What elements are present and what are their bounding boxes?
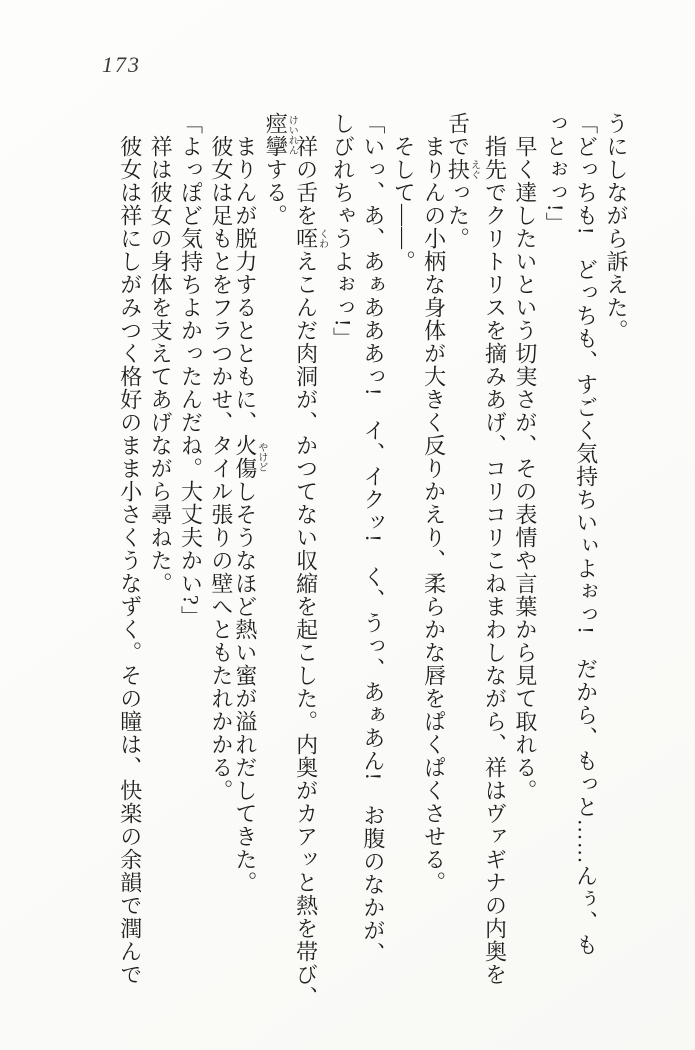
text-line: 指先でクリトリスを摘みあげ、コリコリこねまわしながら、祥はヴァギナの内奥を [482, 135, 508, 986]
furigana-text: けいれん [286, 112, 298, 158]
text-line: 痙攣けいれんする。 [263, 112, 298, 227]
text-line: 彼女は祥にしがみつく格好のまま小さくうなずく。その瞳は、快楽の余韻で潤んで [117, 135, 143, 986]
furigana-ruby: 咥くわ [293, 227, 328, 250]
text-line: 早く達したいという切実さが、その表情や言葉から見て取れる。 [512, 135, 538, 802]
furigana-ruby: 抉えぐ [445, 158, 480, 181]
text-line: 「どっちも! どっちも、すごく気持ちいぃよぉっ! だから、もっと……んぅ、も [573, 112, 599, 957]
furigana-ruby: 火傷やけど [232, 434, 267, 480]
text-line: そして――。 [391, 135, 417, 273]
text-line: 「いっ、あ、あぁあああっ! イ、イクッ! く、うっ、あぁあん! お腹のなかが、 [360, 112, 386, 965]
text-line: うにしながら訴えた。 [604, 112, 629, 342]
furigana-text: えぐ [468, 158, 480, 181]
furigana-text: くわ [316, 227, 328, 250]
text-line: 「よっぽど気持ちよかったんだね。大丈夫かい?」 [178, 112, 204, 629]
furigana-ruby: 痙攣けいれん [263, 112, 298, 158]
text-line: まりんの小柄な身体が大きく反りかえり、柔らかな唇をぱくぱくさせる。 [421, 135, 447, 894]
vertical-text-block [114, 112, 631, 1012]
furigana-text: やけど [255, 434, 267, 480]
text-line: 祥の舌を咥くわえこんだ肉洞が、かつてない収縮を起こした。内奥がカアッと熱を帯び、 [293, 135, 328, 1009]
text-line: 舌で抉えぐった。 [445, 112, 480, 250]
text-line: っとぉっ!」 [543, 112, 569, 236]
text-line: 祥は彼女の身体を支えてあげながら尋ねた。 [148, 135, 174, 595]
text-line: しびれちゃうよぉっ!」 [330, 112, 356, 351]
page-number: 173 [102, 52, 141, 77]
text-line: 彼女は足もとをフラつかせ、タイル張りの壁へともたれかかる。 [208, 135, 234, 802]
text-line: まりんが脱力するとともに、火傷やけどしそうなほど熱い蜜が溢れだしてきた。 [232, 135, 267, 894]
